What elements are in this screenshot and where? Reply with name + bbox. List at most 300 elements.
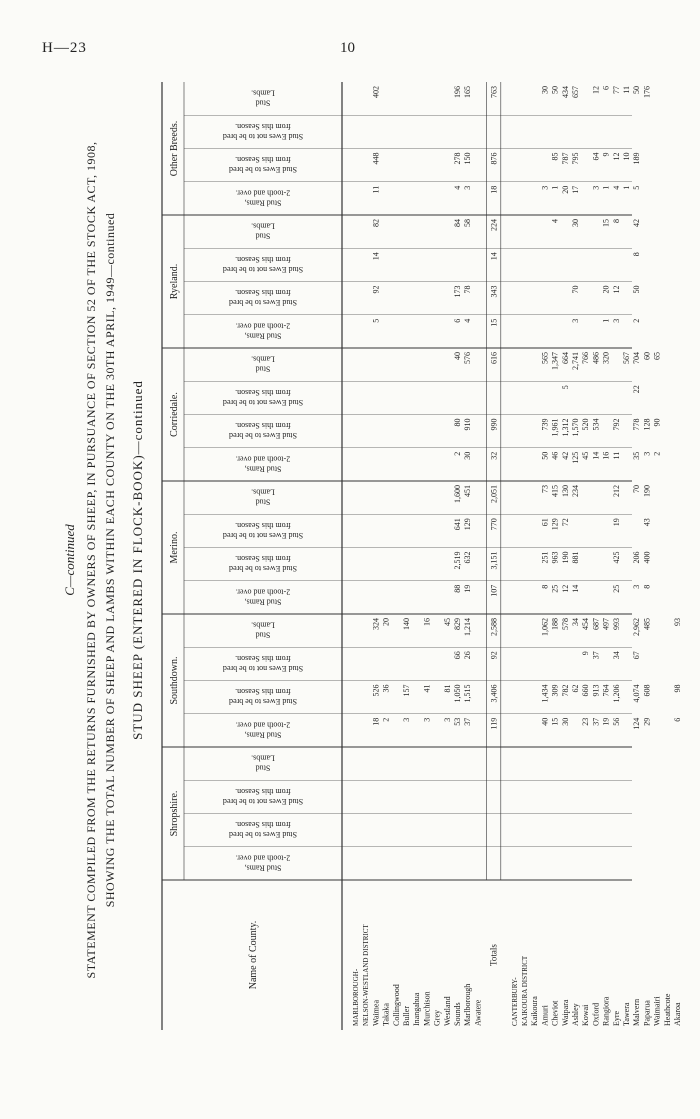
subcolumn-header: [236, 454, 290, 473]
table-cell: 19: [601, 717, 611, 726]
table-cell: 2: [652, 451, 662, 456]
table-cell: 11: [622, 86, 631, 94]
table-cell: 16: [422, 618, 432, 626]
county-name: Sounds: [453, 1002, 462, 1026]
subcolumn-header-text: Stud Ewes not to be bred: [222, 663, 304, 673]
table-cell: 1: [622, 185, 631, 190]
table-cell: 400: [642, 551, 652, 564]
subcolumn-header-text: from this Season.: [235, 687, 291, 697]
subcolumn-header: [223, 388, 303, 407]
county-name: Buller: [402, 1006, 411, 1026]
table-cell: 37: [591, 717, 601, 726]
table-cell: 8: [540, 584, 550, 589]
table-cell: 526: [371, 684, 381, 697]
subcolumn-header: [251, 488, 275, 507]
table-cell: 993: [611, 618, 621, 630]
subcolumn-header-text: Stud Rams,: [244, 464, 282, 474]
subcolumn-header-text: 2-tooth and over.: [235, 188, 291, 198]
subcolumn-header-text: Stud: [255, 364, 271, 374]
table-cell: 12: [560, 584, 570, 593]
totals-label: Totals: [488, 944, 499, 966]
table-cell: 150: [463, 152, 473, 165]
table-cell: 32: [489, 451, 499, 460]
table-cell: 128: [642, 418, 652, 431]
table-cell: 6: [601, 86, 611, 90]
subcolumn-header-text: Lambs.: [251, 620, 275, 630]
breed-header: Southdown.: [169, 656, 180, 705]
subcolumn-header-text: Stud Rams,: [244, 730, 282, 740]
table-cell: 20: [601, 285, 611, 294]
table-cell: 578: [560, 618, 570, 630]
subcolumn-header-text: Stud Rams,: [244, 597, 282, 607]
table-cell: 82: [371, 219, 381, 227]
county-name: Akaroa: [673, 1002, 682, 1026]
table-cell: 3,151: [489, 551, 499, 570]
subcolumn-header-text: 2-tooth and over.: [235, 454, 291, 464]
subcolumn-header: [251, 621, 275, 640]
table-cell: 664: [560, 352, 570, 364]
table-cell: 12: [591, 86, 601, 94]
county-name: Awatere: [473, 999, 483, 1026]
table-cell: 1,570: [571, 418, 580, 437]
table-cell: 9: [581, 651, 591, 656]
table-cell: 829: [453, 618, 462, 630]
county-name: Tawera: [622, 1002, 631, 1026]
table-cell: 1,214: [463, 618, 473, 636]
breed-header: Merino.: [169, 531, 180, 564]
subcolumn-header-text: 2-tooth and over.: [235, 321, 291, 331]
table-cell: 278: [453, 152, 462, 165]
table-cell: 3: [422, 717, 432, 722]
table-cell: 50: [540, 451, 550, 460]
table-cell: 763: [489, 86, 499, 98]
table-cell: 1: [601, 185, 611, 190]
table-cell: 4: [611, 185, 621, 190]
table-cell: 176: [642, 86, 652, 98]
table-cell: 4: [453, 185, 462, 190]
subcolumn-header: [223, 654, 303, 673]
table-cell: 913: [591, 684, 601, 697]
table-cell: 80: [453, 418, 462, 427]
table-cell: 19: [611, 518, 621, 527]
subcolumn-header: [229, 554, 297, 573]
subcolumn-header-text: Stud Ewes not to be bred: [222, 530, 304, 540]
county-name: Oxford: [591, 1002, 601, 1026]
table-cell: 1,062: [540, 618, 550, 636]
table-cell: 3: [611, 318, 621, 323]
breed-header: Corriedale.: [169, 392, 180, 437]
subcolumn-header: [229, 288, 297, 307]
table-cell: 58: [463, 219, 473, 227]
table-cell: 124: [632, 717, 642, 730]
table-cell: 25: [611, 584, 621, 593]
table-cell: 42: [560, 451, 570, 460]
table-cell: 129: [550, 518, 560, 531]
table-cell: 1,515: [463, 684, 473, 703]
subcolumn-header-text: from this Season.: [235, 653, 291, 663]
table-cell: 188: [550, 618, 560, 630]
table-cell: 5: [632, 185, 642, 190]
subcolumn-header: [229, 687, 297, 706]
table-cell: 881: [571, 551, 580, 564]
table-cell: 5: [371, 318, 381, 323]
subcolumn-header: [229, 820, 297, 839]
table-cell: 2,051: [489, 485, 499, 503]
table-cell: 165: [463, 86, 473, 98]
table-cell: 497: [601, 618, 611, 630]
county-name: Waimea: [371, 999, 381, 1026]
table-cell: 2,741: [571, 352, 580, 370]
table-cell: 90: [652, 418, 662, 427]
subcolumn-header: [223, 255, 303, 274]
statement-heading-line-2: SHOWING THE TOTAL NUMBER OF SHEEP AND LAMBS WITHIN EACH COUNTY ON THE 30TH APRIL, 1949—continued: [103, 212, 117, 908]
county-name: Eyre: [611, 1010, 621, 1026]
subcolumn-header-text: 2-tooth and over.: [235, 587, 291, 597]
subcolumn-header-text: Stud Rams,: [244, 863, 282, 873]
table-cell: 34: [611, 651, 621, 660]
table-cell: 37: [591, 651, 601, 660]
table-cell: 92: [371, 285, 381, 294]
table-cell: 206: [632, 551, 642, 564]
table-cell: 196: [453, 86, 462, 98]
table-cell: 3: [442, 717, 452, 722]
table-cell: 26: [463, 651, 473, 660]
table-cell: 23: [581, 717, 591, 726]
table-cell: 704: [632, 352, 642, 364]
county-name: Grey: [432, 1010, 442, 1026]
table-cell: 10: [622, 152, 631, 161]
subcolumn-header-text: Lambs.: [251, 221, 275, 231]
table-cell: 9: [601, 152, 611, 157]
table-cell: 50: [550, 86, 560, 94]
subcolumn-header: [223, 521, 303, 540]
subcolumn-header-text: Stud Ewes to be bred: [229, 564, 297, 574]
table-cell: 324: [371, 618, 381, 630]
table-grid: [162, 82, 682, 1030]
table-cell: 425: [611, 551, 621, 564]
table-cell: 1: [550, 185, 560, 190]
subcolumn-header-text: Stud: [255, 497, 271, 507]
table-cell: 125: [571, 451, 580, 464]
county-column-header: Name of County.: [248, 920, 259, 990]
county-name: Marlborough: [463, 983, 473, 1026]
table-cell: 739: [540, 418, 550, 431]
subcolumn-header-text: Stud: [255, 231, 271, 241]
subcolumn-header-text: Lambs.: [251, 354, 275, 364]
table-cell: 576: [463, 352, 473, 364]
table-cell: 18: [489, 185, 499, 194]
subcolumn-header-text: from this Season.: [235, 820, 291, 830]
county-name: Collingwood: [391, 984, 401, 1026]
table-cell: 157: [402, 684, 411, 697]
table-cell: 616: [489, 352, 499, 364]
subcolumn-header-text: Stud Ewes not to be bred: [222, 264, 304, 274]
subcolumn-header-text: Stud Ewes to be bred: [229, 165, 297, 175]
table-cell: 8: [611, 219, 621, 223]
section-label: KAIKOURA DISTRICT: [521, 955, 529, 1026]
subcolumn-header-text: from this Season.: [235, 288, 291, 298]
table-cell: 1,050: [453, 684, 462, 703]
table-cell: 60: [642, 352, 652, 360]
subcolumn-header: [251, 222, 275, 241]
table-cell: 641: [453, 518, 462, 531]
table-cell: 3: [642, 451, 652, 456]
table-cell: 1,347: [550, 352, 560, 370]
subcolumn-header: [236, 853, 290, 872]
subcolumn-header: [223, 787, 303, 806]
table-cell: 15: [550, 717, 560, 726]
table-cell: 910: [463, 418, 473, 431]
subcolumn-header-text: from this Season.: [235, 421, 291, 431]
table-cell: 1,600: [453, 485, 462, 503]
statement-heading-line-1: STATEMENT COMPILED FROM THE RETURNS FURNISHED BY OWNERS OF SHEEP, IN PURSUANCE OF SECTION 52 OF THE STOCK ACT, 1908,: [84, 141, 98, 979]
table-cell: 61: [540, 518, 550, 527]
subcolumn-header-text: from this Season.: [235, 254, 291, 264]
table-cell: 4: [550, 219, 560, 223]
subcolumn-header-text: Stud: [255, 98, 271, 108]
table-cell: 224: [489, 219, 499, 231]
table-cell: 36: [381, 684, 391, 693]
table-cell: 45: [581, 451, 591, 460]
county-name: Paparua: [642, 1000, 652, 1026]
table-cell: 35: [632, 451, 642, 460]
subcolumn-header-text: Lambs.: [251, 487, 275, 497]
table-cell: 67: [632, 651, 642, 660]
table-cell: 1,434: [540, 684, 550, 703]
table-cell: 565: [540, 352, 550, 364]
table-cell: 448: [371, 152, 381, 165]
table-cell: 77: [611, 86, 621, 94]
table-cell: 40: [540, 717, 550, 726]
table-cell: 4: [463, 318, 473, 323]
subcolumn-header: [236, 720, 290, 739]
table-cell: 173: [453, 285, 462, 298]
table-cell: 687: [591, 618, 601, 630]
table-cell: 12: [611, 152, 621, 161]
table-cell: 2: [632, 318, 642, 323]
table-cell: 415: [550, 485, 560, 497]
table-cell: 29: [642, 717, 652, 726]
rotated-content: [60, 60, 682, 1060]
subcolumn-header-text: Stud Ewes to be bred: [229, 431, 297, 441]
table-cell: 1: [601, 318, 611, 323]
table-cell: 454: [581, 618, 591, 630]
table-cell: 40: [453, 352, 462, 360]
table-cell: 608: [642, 684, 652, 697]
table-cell: 567: [622, 352, 631, 364]
section-label: NELSON-WESTLAND DISTRICT: [362, 924, 371, 1026]
table-cell: 1,961: [550, 418, 560, 437]
county-name: Heathcote: [662, 993, 672, 1026]
breed-header: Shropshire.: [169, 790, 180, 837]
table-cell: 62: [571, 684, 580, 693]
table-cell: 20: [381, 618, 391, 626]
table-cell: 189: [632, 152, 642, 165]
section-label: MARLBOROUGH-: [352, 968, 360, 1026]
county-name: Ashley: [571, 1003, 580, 1026]
subcolumn-header-text: Stud Ewes to be bred: [229, 298, 297, 308]
table-cell: 343: [489, 285, 499, 298]
table-cell: 2: [381, 717, 391, 722]
subcolumn-header-text: from this Season.: [235, 554, 291, 564]
county-name: Waimairi: [652, 996, 662, 1026]
subcolumn-header-text: from this Season.: [235, 155, 291, 165]
table-cell: 6: [673, 717, 682, 722]
table-cell: 3: [402, 717, 411, 722]
table-cell: 11: [371, 185, 381, 194]
subcolumn-header-text: Stud Rams,: [244, 198, 282, 208]
table-cell: 782: [560, 684, 570, 697]
subcolumn-header-text: Lambs.: [251, 88, 275, 98]
table-cell: 2,962: [632, 618, 642, 636]
subcolumn-header: [236, 587, 290, 606]
table-cell: 20: [560, 185, 570, 194]
county-name: Kaikoura: [530, 996, 540, 1026]
table-cell: 2,519: [453, 551, 462, 570]
county-name: Inangahua: [412, 992, 422, 1026]
county-name: Takaka: [381, 1003, 391, 1026]
subcolumn-header-text: Stud Rams,: [244, 331, 282, 341]
subcolumn-header-text: 2-tooth and over.: [235, 853, 291, 863]
table-cell: 778: [632, 418, 642, 431]
subcolumn-header-text: from this Season.: [235, 387, 291, 397]
subcolumn-header-text: Stud Ewes not to be bred: [222, 796, 304, 806]
table-cell: 42: [632, 219, 642, 227]
table-cell: 3: [540, 185, 550, 190]
table-cell: 3,406: [489, 684, 499, 703]
table-cell: 5: [560, 385, 570, 390]
table-cell: 764: [601, 684, 611, 697]
table-cell: 66: [453, 651, 462, 660]
table-cell: 14: [571, 584, 580, 593]
table-cell: 520: [581, 418, 591, 431]
county-name: Cheviot: [550, 1000, 560, 1026]
county-name: Murchison: [422, 991, 432, 1026]
table-cell: 43: [642, 518, 652, 527]
table-cell: 17: [571, 185, 580, 194]
continued-label: C—continued: [62, 524, 77, 596]
table-cell: 81: [442, 684, 452, 693]
table-cell: 14: [591, 451, 601, 460]
subcolumn-header-text: 2-tooth and over.: [235, 720, 291, 730]
subcolumn-header: [229, 155, 297, 174]
table-cell: 46: [550, 451, 560, 460]
table-cell: 50: [632, 285, 642, 294]
table-cell: 12: [611, 285, 621, 294]
subcolumn-header-text: Stud Ewes not to be bred: [222, 397, 304, 407]
subcolumn-header: [236, 321, 290, 340]
page-number: 10: [340, 40, 355, 56]
table-cell: 11: [611, 451, 621, 460]
table-cell: 64: [591, 152, 601, 161]
table-cell: 657: [571, 86, 580, 98]
table-cell: 16: [601, 451, 611, 460]
table-cell: 73: [540, 485, 550, 493]
table-title: STUD SHEEP (ENTERED IN FLOCK-BOOK)—continued: [130, 380, 145, 740]
table-cell: 119: [489, 717, 499, 730]
county-name: Amuri: [540, 1005, 550, 1026]
table-cell: 30: [463, 451, 473, 460]
table-cell: 98: [673, 684, 682, 693]
table-cell: 70: [571, 285, 580, 294]
table-cell: 92: [489, 651, 499, 660]
subcolumn-header-text: Stud Ewes to be bred: [229, 697, 297, 707]
table-cell: 30: [540, 86, 550, 94]
stud-sheep-table: [162, 82, 682, 1030]
county-name: Westland: [442, 996, 452, 1026]
table-cell: 25: [550, 584, 560, 593]
table-cell: 251: [540, 551, 550, 564]
subcolumn-header: [251, 89, 275, 108]
table-cell: 320: [601, 352, 611, 364]
table-cell: 8: [632, 252, 642, 257]
table-cell: 792: [611, 418, 621, 431]
subcolumn-header: [229, 421, 297, 440]
table-cell: 485: [642, 618, 652, 630]
table-cell: 434: [560, 86, 570, 98]
breed-header: Other Breeds.: [169, 120, 180, 177]
table-cell: 1,312: [560, 418, 570, 437]
table-cell: 70: [632, 485, 642, 493]
table-cell: 18: [371, 717, 381, 726]
subcolumn-header-text: from this Season.: [235, 121, 291, 131]
table-cell: 3: [591, 185, 601, 190]
table-cell: 660: [581, 684, 591, 697]
table-cell: 130: [560, 485, 570, 497]
table-cell: 963: [550, 551, 560, 564]
section-label: CANTERBURY-: [510, 977, 519, 1026]
table-cell: 8: [642, 584, 652, 589]
county-name: Rangiora: [601, 996, 611, 1026]
table-cell: 15: [489, 318, 499, 327]
subcolumn-header-text: Stud: [255, 763, 271, 773]
table-cell: 534: [591, 418, 601, 431]
table-cell: 53: [453, 717, 462, 726]
table-cell: 451: [463, 485, 473, 497]
table-cell: 85: [550, 152, 560, 161]
table-cell: 30: [560, 717, 570, 726]
table-cell: 876: [489, 152, 499, 165]
subcolumn-header: [223, 122, 303, 141]
subcolumn-header-text: Lambs.: [251, 753, 275, 763]
subcolumn-header-text: from this Season.: [235, 520, 291, 530]
table-cell: 2: [453, 451, 462, 456]
table-cell: 56: [611, 717, 621, 726]
table-cell: 72: [560, 518, 570, 527]
table-cell: 234: [571, 485, 580, 497]
table-cell: 84: [453, 219, 462, 227]
county-name: Malvern: [632, 998, 642, 1026]
table-cell: 15: [601, 219, 611, 227]
table-cell: 486: [591, 352, 601, 364]
table-cell: 34: [571, 618, 580, 626]
table-cell: 190: [560, 551, 570, 564]
table-cell: 212: [611, 485, 621, 497]
subcolumn-header-text: Stud Ewes not to be bred: [222, 131, 304, 141]
table-cell: 4,074: [632, 684, 642, 703]
table-cell: 30: [571, 219, 580, 227]
table-cell: 766: [581, 352, 591, 364]
subcolumn-header-text: from this Season.: [235, 786, 291, 796]
subcolumn-header: [251, 355, 275, 374]
table-cell: 1,206: [611, 684, 621, 703]
table-cell: 140: [402, 618, 411, 630]
table-cell: 787: [560, 152, 570, 165]
table-cell: 795: [571, 152, 580, 165]
table-cell: 22: [632, 385, 642, 394]
table-cell: 3: [632, 584, 642, 589]
subcolumn-header-text: Stud Ewes to be bred: [229, 830, 297, 840]
